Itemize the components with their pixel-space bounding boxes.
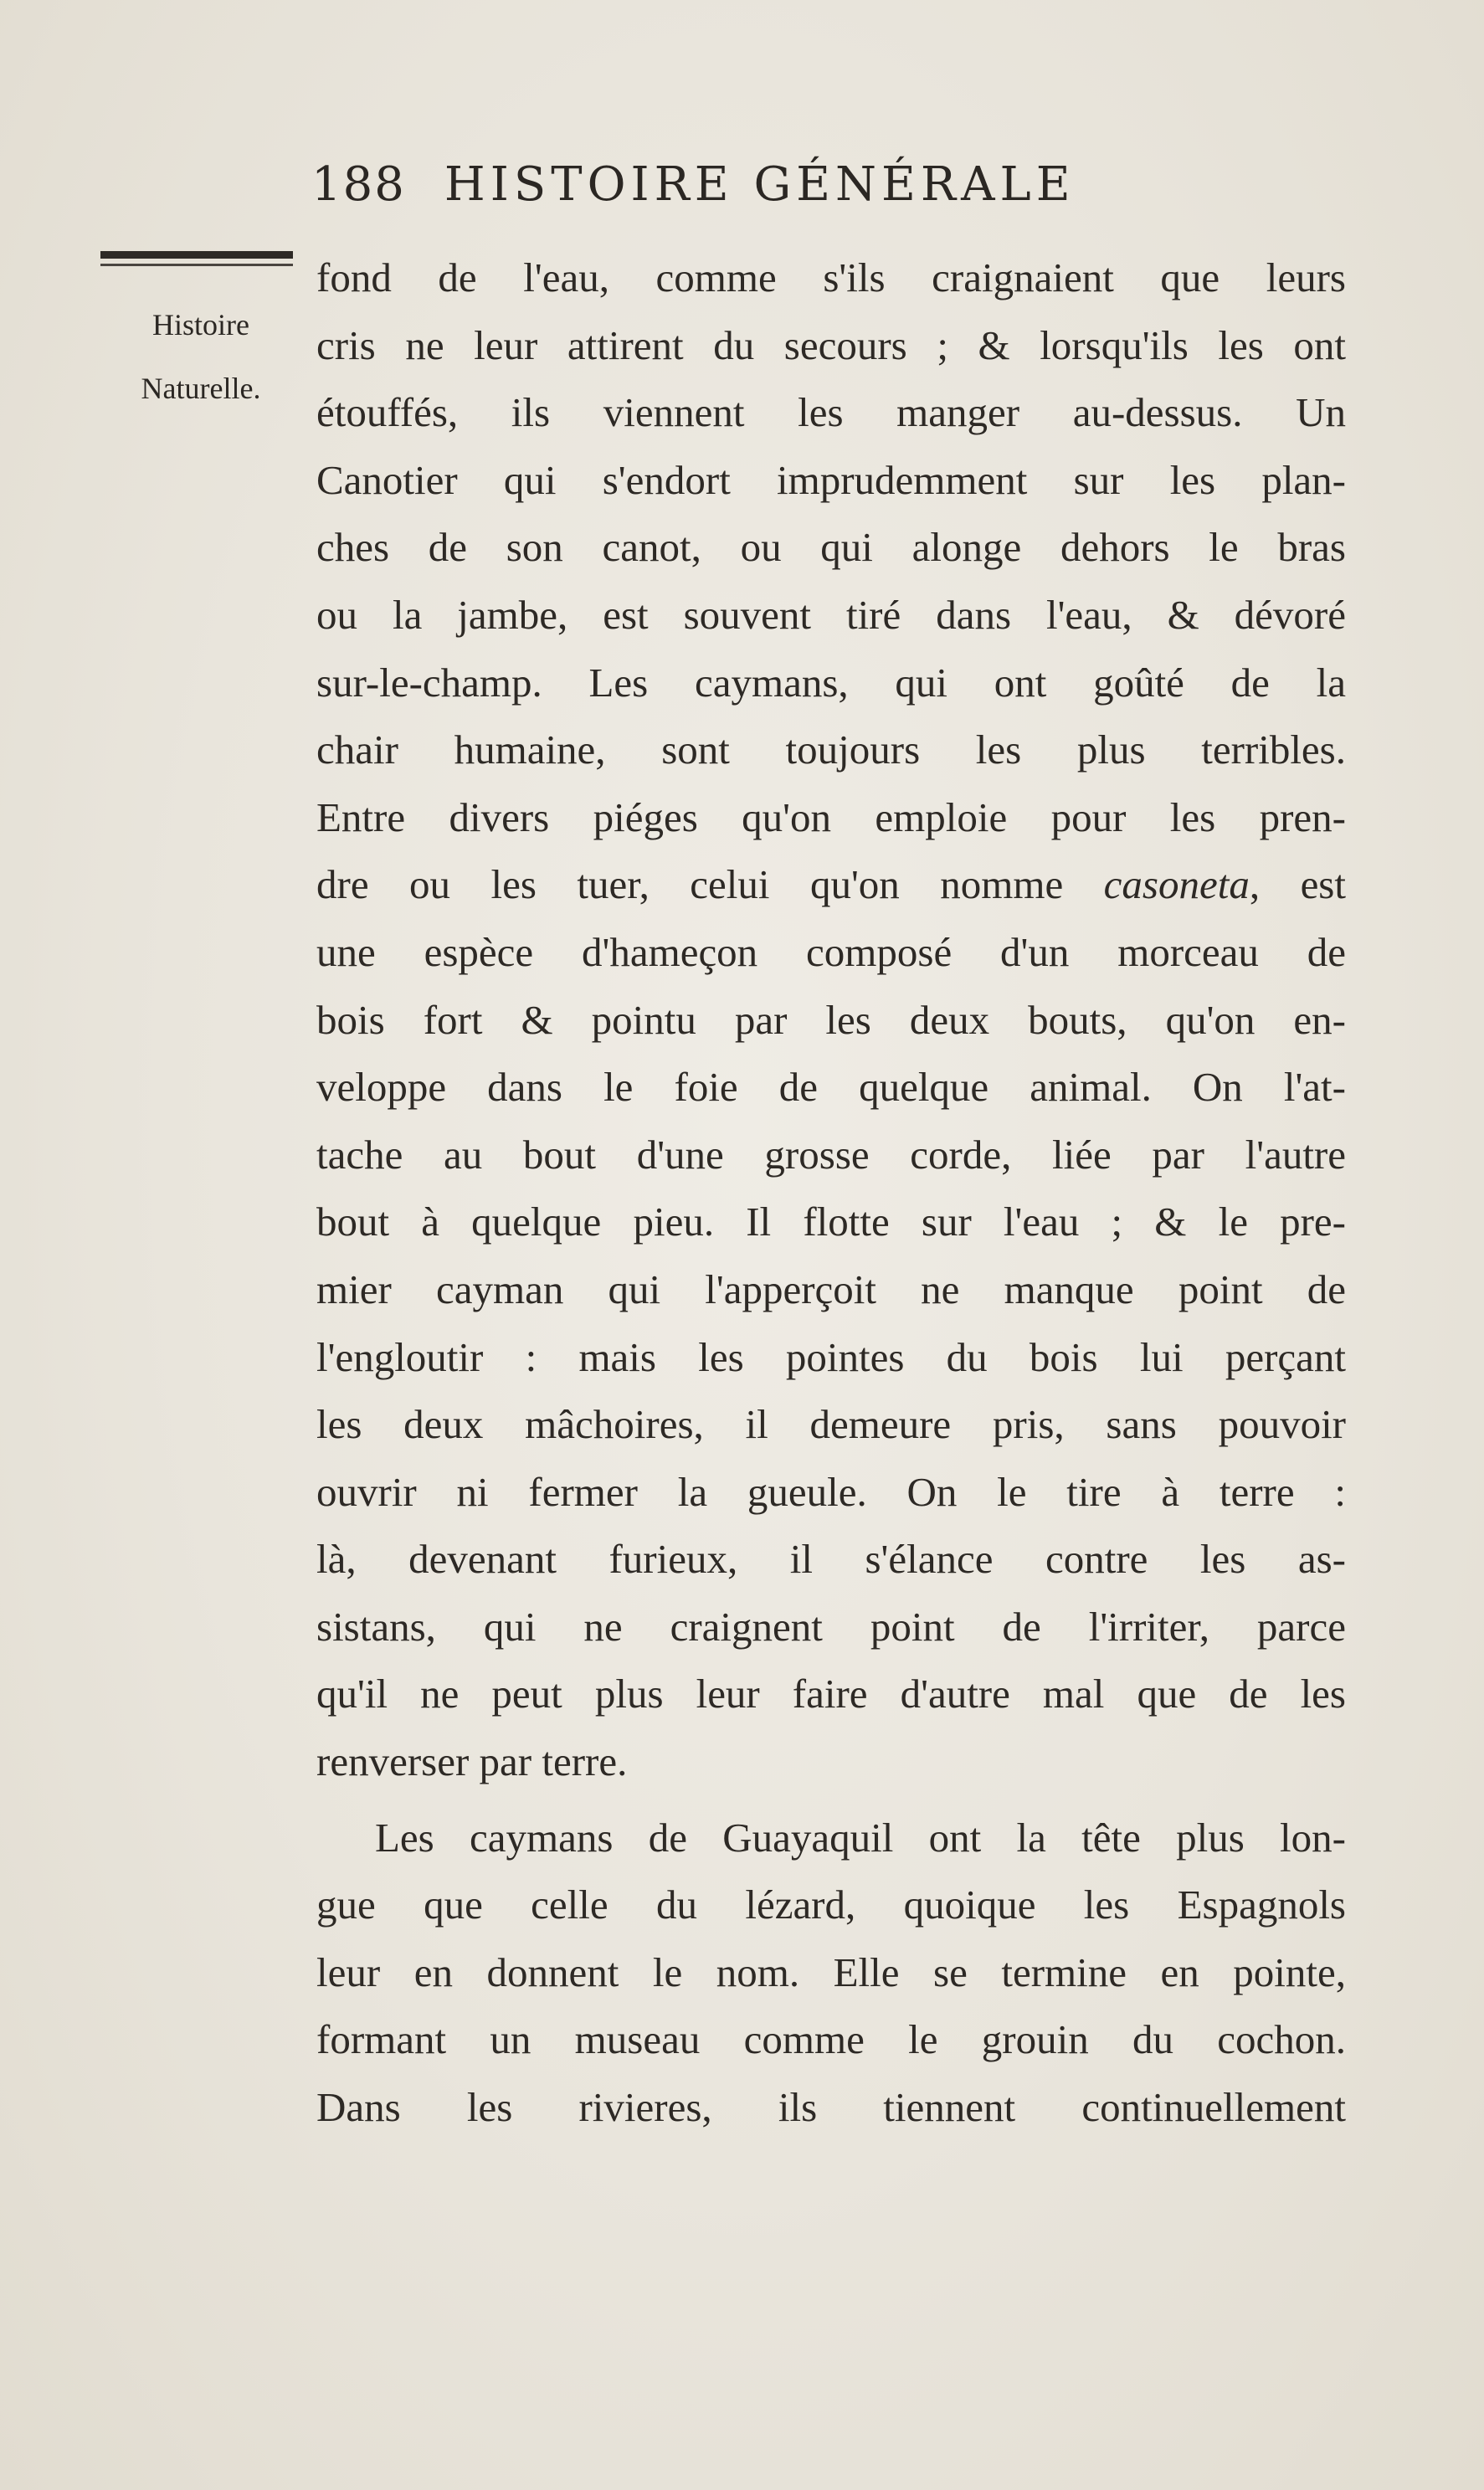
margin-rule-thin — [100, 264, 293, 266]
text-line: les deux mâchoires, il demeure pris, sans pouvoir — [316, 1401, 1346, 1448]
text-line: Canotier qui s'endort imprudemment sur les plan- — [316, 456, 1346, 503]
running-title: HISTOIRE GÉNÉRALE — [444, 157, 1076, 212]
text-line: Les caymans de Guayaquil ont la tête plus lon- — [375, 1814, 1346, 1861]
text-line: veloppe dans le foie de quelque animal. On l'at- — [316, 1064, 1346, 1111]
text-line: fond de l'eau, comme s'ils craignaient que leurs — [316, 254, 1346, 300]
text-line: ou la jambe, est souvent tiré dans l'eau, & dévoré — [316, 591, 1346, 638]
text-line: bois fort & pointu par les deux bouts, qu'on en- — [316, 996, 1346, 1043]
text-line: ouvrir ni fermer la gueule. On le tire à terre : — [316, 1468, 1346, 1515]
text-line: gue que celle du lézard, quoique les Espagnols — [316, 1882, 1346, 1928]
text-line: mier cayman qui l'apperçoit ne manque point de — [316, 1266, 1346, 1312]
margin-note — [100, 293, 301, 420]
text-line: là, devenant furieux, il s'élance contre les as- — [316, 1536, 1346, 1583]
text-line: ches de son canot, ou qui alonge dehors le bras — [316, 524, 1346, 571]
main-text — [316, 244, 1346, 2142]
paragraph-gap — [316, 1796, 1346, 1805]
text-line-with-italic — [316, 851, 1346, 919]
page-number: 188 — [311, 157, 406, 212]
text-line: formant un museau comme le grouin du cochon. — [316, 2016, 1346, 2063]
text-line: cris ne leur attirent du secours ; & lorsqu'ils les ont — [316, 321, 1346, 368]
text-line: étouffés, ils viennent les manger au-dessus. Un — [316, 389, 1346, 436]
margin-note-line-2: Naturelle. — [141, 372, 261, 405]
text-line: une espèce d'hameçon composé d'un morceau de — [316, 928, 1346, 975]
margin-note-line-1: Histoire — [152, 308, 249, 341]
margin-rule — [100, 251, 293, 259]
text-line: qu'il ne peut plus leur faire d'autre mal que de les — [316, 1671, 1346, 1717]
text-line-end: , est — [1249, 861, 1346, 908]
text-line: chair humaine, sont toujours les plus terribles. — [316, 726, 1346, 773]
running-header — [311, 157, 1215, 224]
text-line: bout à quelque pieu. Il flotte sur l'eau ; & le pre- — [316, 1199, 1346, 1245]
text-line: l'engloutir : mais les pointes du bois lui perçant — [316, 1333, 1346, 1380]
text-line: sur-le-champ. Les caymans, qui ont goûté de la — [316, 659, 1346, 706]
text-line: Dans les rivieres, ils tiennent continuellement — [316, 2084, 1346, 2131]
text-line: tache au bout d'une grosse corde, liée par l'autre — [316, 1131, 1346, 1178]
text-line: Entre divers piéges qu'on emploie pour les pren- — [316, 793, 1346, 840]
text-line: leur en donnent le nom. Elle se termine en pointe, — [316, 1948, 1346, 1995]
italic-term: casoneta — [1103, 861, 1250, 908]
text-line: renverser par terre. — [316, 1738, 628, 1785]
text-line-start: dre ou les tuer, celui qu'on nomme — [316, 861, 1064, 908]
text-line: sistans, qui ne craignent point de l'irriter, parce — [316, 1603, 1346, 1650]
